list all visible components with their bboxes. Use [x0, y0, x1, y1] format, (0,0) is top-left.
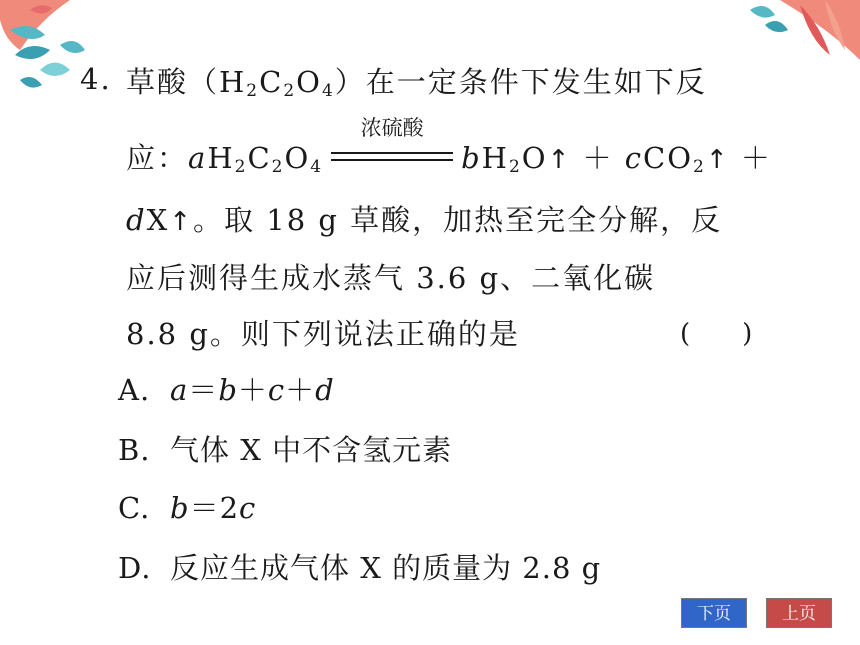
subscript: 4 — [310, 157, 324, 177]
text: O — [296, 65, 322, 99]
text: ＋ — [285, 373, 316, 407]
text: a — [170, 373, 189, 407]
text: H — [481, 141, 509, 175]
option-label: B. — [118, 433, 151, 467]
text: O — [521, 141, 548, 175]
subscript: 2 — [234, 157, 248, 177]
text: X — [146, 203, 170, 237]
text: ）在一定条件下发生如下反 — [334, 65, 707, 99]
subscript: 4 — [321, 81, 335, 101]
reaction-condition: 浓硫酸 — [360, 116, 424, 140]
next-page-button[interactable]: 下页 — [681, 598, 747, 628]
question-line-3 — [126, 200, 722, 240]
coefficient-c: c — [624, 141, 644, 175]
gas-arrow-icon: ↑ — [547, 145, 572, 175]
text: ＋ — [237, 373, 268, 407]
gas-arrow-icon: ↑ — [169, 207, 194, 237]
text: c — [267, 373, 286, 407]
option-text: 气体 X 中不含氢元素 — [170, 433, 453, 467]
double-line-top — [331, 152, 453, 154]
gas-arrow-icon: ↑ — [705, 145, 730, 175]
option-text: 反应生成气体 X 的质量为 2.8 g — [170, 551, 602, 585]
subscript: 2 — [271, 157, 285, 177]
option-d[interactable] — [118, 548, 601, 588]
option-a[interactable] — [118, 370, 335, 410]
subscript: 2 — [246, 81, 260, 101]
text: b — [218, 373, 238, 407]
double-line-bottom — [331, 159, 453, 161]
coefficient-d: d — [126, 203, 147, 237]
question-line-1 — [126, 62, 707, 102]
question-line-5: 8.8 g。则下列说法正确的是 — [126, 317, 520, 351]
previous-page-button[interactable]: 上页 — [766, 598, 832, 628]
coefficient-a: a — [188, 141, 208, 175]
text: C — [259, 65, 284, 99]
text: O — [284, 141, 311, 175]
text: 。取 18 g 草酸，加热至完全分解，反 — [193, 203, 723, 237]
text: H — [207, 141, 235, 175]
text: c — [239, 491, 257, 525]
text: b — [170, 491, 190, 525]
option-b[interactable] — [118, 430, 452, 470]
question-number: 4. — [80, 62, 112, 96]
text: d — [315, 373, 335, 407]
reaction-condition-sign — [327, 116, 457, 178]
subscript: 2 — [693, 157, 706, 177]
option-label: C. — [118, 491, 151, 525]
question-line-2-equation — [126, 116, 772, 178]
option-label: A. — [118, 373, 151, 407]
text: 草酸（H — [126, 65, 247, 99]
answer-blank: ( ) — [680, 319, 753, 349]
text: ＝ — [188, 373, 219, 407]
plus-sign: ＋ — [729, 141, 772, 175]
plus-sign: ＋ — [571, 141, 625, 175]
coefficient-b: b — [461, 141, 482, 175]
subscript: 2 — [508, 157, 522, 177]
floral-corner-right-decoration — [730, 0, 860, 80]
option-c[interactable] — [118, 488, 256, 528]
subscript: 2 — [283, 81, 297, 101]
option-label: D. — [118, 551, 152, 585]
text: ＝2 — [189, 491, 240, 525]
question-line-4: 应后测得生成水蒸气 3.6 g、二氧化碳 — [126, 261, 656, 295]
text: CO — [643, 141, 694, 175]
text: C — [247, 141, 272, 175]
text: 应： — [126, 141, 189, 175]
